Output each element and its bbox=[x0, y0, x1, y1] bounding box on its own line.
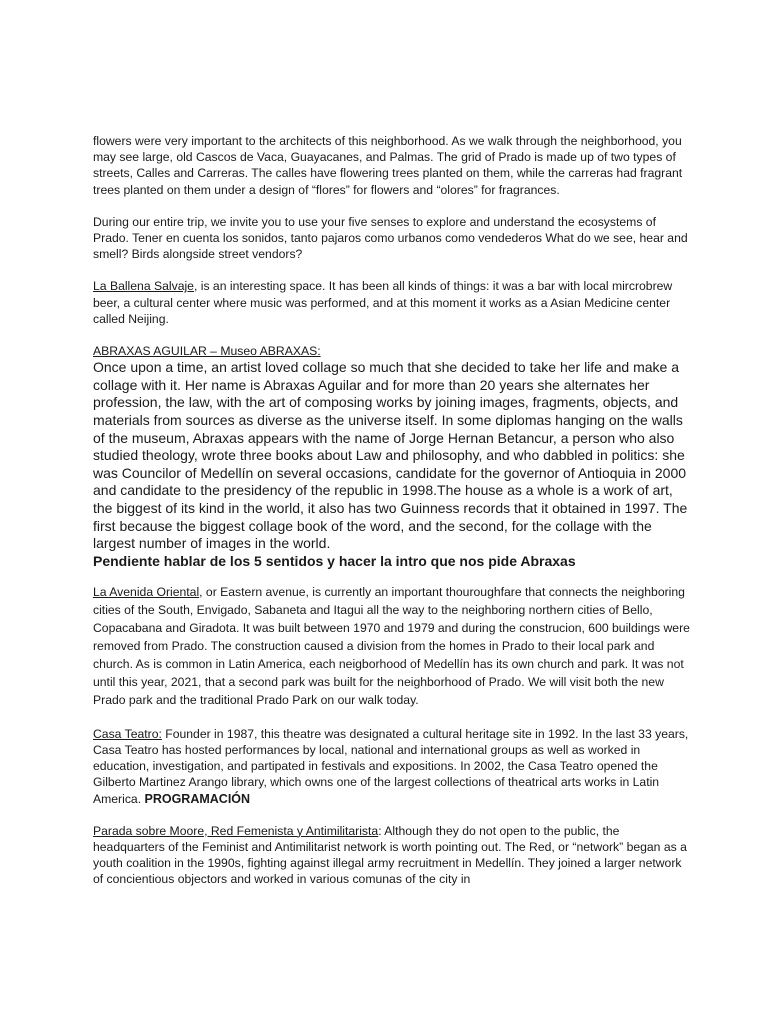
text-red-femenista: : Although they do not open to the public, the headquarters of the Feminist and Antimilitarist network is worth pointing out. The Red, or “network” began as a youth coalition in the 1990s, fighting against illegal army recruitment in Medellín. They joined a larger network of concientious objectors and worked in various comunas of the city in bbox=[93, 823, 687, 887]
heading-red-femenista: Parada sobre Moore, Red Femenista y Antimilitarista bbox=[93, 823, 379, 838]
paragraph-avenida-oriental bbox=[93, 584, 693, 709]
heading-casa-teatro: Casa Teatro: bbox=[93, 726, 162, 741]
text-la-ballena-salvaje: , is an interesting space. It has been all kinds of things: it was a bar with local mircrobrew beer, a cultural center where music was performed, and at this moment it works as a Asian Medicine center called Neijing. bbox=[93, 279, 673, 326]
paragraph-red-femenista bbox=[93, 823, 693, 888]
heading-avenida-oriental: La Avenida Oriental bbox=[93, 585, 200, 600]
paragraph-prado-trees: flowers were very important to the architects of this neighborhood. As we walk through the neighborhood, you may see large, old Cascos de Vaca, Guayacanes, and Palmas. The grid of Prado is made up of two types of streets, Calles and Carreras. The calles have flowering trees planted on them, while the carreras had fragrant trees planted on them under a design of “flores” for flowers and “olores” for fragrances. bbox=[93, 134, 683, 197]
text-casa-teatro: Founder in 1987, this theatre was designated a cultural heritage site in 1992. In the last 33 years, Casa Teatro has hosted performances by local, national and international groups as well as worked in education, investigation, and partipated in festivals and expositions. In 2002, the Casa Teatro opened the Gilberto Martinez Arango library, which owns one of the largest collections of theatrical arts works in Latin America. bbox=[93, 726, 689, 806]
heading-abraxas: ABRAXAS AGUILAR – Museo ABRAXAS: bbox=[93, 344, 321, 359]
paragraph-la-ballena-salvaje bbox=[93, 278, 693, 327]
text-avenida-oriental: , or Eastern avenue, is currently an important thouroughfare that connects the neighboring cities of the South, Envigado, Sabaneta and Itagui all the way to the neighboring northern cities of Bello, Copacabana and Giradota. It was built between 1970 and 1979 and during the construcion, 600 buildings were removed from Prado. The construction caused a division from the homes in Prado to their local park and church. As is common in Latin America, each neigborhood of Medellín has its own church and park. It was not until this year, 2021, that a second park was built for the neighborhood of Prado. We will visit both the new Prado park and the traditional Prado Park on our walk today. bbox=[93, 585, 690, 707]
note-abraxas: Pendiente hablar de los 5 sentidos y hacer la intro que nos pide Abraxas bbox=[93, 552, 576, 569]
programacion-label: PROGRAMACIÓN bbox=[144, 791, 251, 806]
paragraph-five-senses: During our entire trip, we invite you to use your five senses to explore and understand the ecosystems of Prado. Tener en cuenta los sonidos, tanto pajaros como urbanos como vendederos What do we see, hear and smell? Birds alongside street vendors? bbox=[93, 214, 688, 262]
paragraph-abraxas: Once upon a time, an artist loved collage so much that she decided to take her life and make a collage with it. Her name is Abraxas Aguilar and for more than 20 years she alternates her profession, the law, with the art of composing works by joining images, fragments, objects, and materials from sources as diverse as the universe itself. In some diplomas hanging on the walls of the museum, Abraxas appears with the name of Jorge Hernan Betancur, a person who also studied theology, wrote three books about Law and philosophy, and who dabbled in politics: she was Councilor of Medellín on several occasions, candidate for the governor of Antioquia in 2000 and candidate to the presidency of the republic in 1998.The house as a whole is a work of art, the biggest of its kind in the world, it also has two Guinness records that it obtained in 1997. The first because the biggest collage book of the word, and the second, for the collage with the largest number of images in the world. bbox=[93, 359, 688, 552]
paragraph-casa-teatro bbox=[93, 726, 693, 807]
heading-la-ballena-salvaje: La Ballena Salvaje bbox=[93, 279, 194, 294]
document-page bbox=[93, 133, 693, 888]
